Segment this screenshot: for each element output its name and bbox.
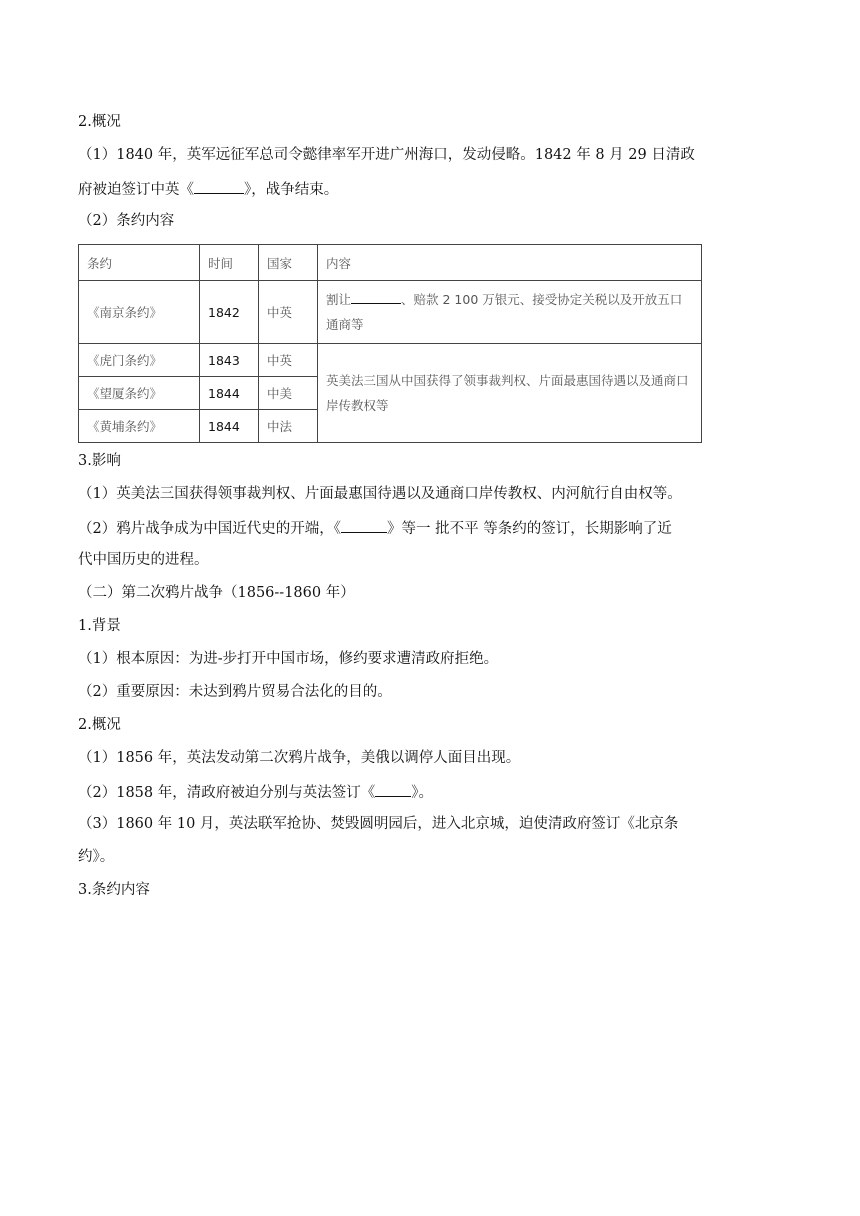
treaty-year: 1842 <box>200 281 259 344</box>
paragraph: （2）重要原因：未达到鸦片贸易合法化的目的。 <box>78 684 392 700</box>
paragraph: （3）1860 年 10 月，英法联军抢协、焚毁圆明园后，进入北京城，迫使清政府签订《北京条 <box>78 816 679 832</box>
paragraph: （1）1856 年，英法发动第二次鸦片战争，美俄以调停人面目出现。 <box>78 750 521 766</box>
section-heading: 1.背景 <box>78 618 121 634</box>
treaty-year: 1844 <box>200 410 259 443</box>
treaty-name: 《虎门条约》 <box>79 344 200 377</box>
table-row <box>79 344 702 377</box>
paragraph: 代中国历史的进程。 <box>78 552 209 568</box>
treaty-content: 割让 、赔款 2 100 万银元、接受协定关税以及开放五口通商等 <box>318 281 702 344</box>
treaty-year: 1843 <box>200 344 259 377</box>
treaty-country: 中英 <box>259 344 318 377</box>
section-heading: （二）第二次鸦片战争（1856--1860 年） <box>78 585 355 601</box>
treaty-name: 《望厦条约》 <box>79 377 200 410</box>
fill-blank[interactable] <box>341 517 387 533</box>
treaty-country: 中法 <box>259 410 318 443</box>
paragraph: （2）条约内容 <box>78 213 175 229</box>
paragraph: 府被迫签订中英《 》，战争结束。 <box>78 178 788 198</box>
section-heading: 2.概况 <box>78 717 121 733</box>
treaty-table <box>78 244 702 443</box>
table-row <box>79 281 702 344</box>
table-header: 内容 <box>318 245 702 281</box>
paragraph: （1）英美法三国获得领事裁判权、片面最惠国待遇以及通商口岸传教权、内河航行自由权等。 <box>78 486 682 502</box>
paragraph: （1）根本原因：为进-步打开中国市场，修约要求遭清政府拒绝。 <box>78 651 499 667</box>
section-heading: 3.影响 <box>78 453 121 469</box>
table-header: 国家 <box>259 245 318 281</box>
fill-blank[interactable] <box>351 291 401 304</box>
fill-blank[interactable] <box>194 178 244 194</box>
section-heading: 2.概况 <box>78 114 121 130</box>
paragraph: （2）1858 年，清政府被迫分别与英法签订《 》。 <box>78 781 788 801</box>
treaty-country: 中英 <box>259 281 318 344</box>
table-header-row <box>79 245 702 281</box>
paragraph: 约》。 <box>78 849 115 865</box>
treaty-year: 1844 <box>200 377 259 410</box>
paragraph: （1）1840 年，英军远征军总司令懿律率军开进广州海口，发动侵略。1842 年 8 月 29 日清政 <box>78 147 695 163</box>
paragraph: （2）鸦片战争成为中国近代史的开端，《 》等一 批不平 等条约的签订，长期影响了近 <box>78 517 788 537</box>
document-body <box>78 112 788 913</box>
table-header: 时间 <box>200 245 259 281</box>
treaty-name: 《南京条约》 <box>79 281 200 344</box>
treaty-content-merged: 英美法三国从中国获得了领事裁判权、片面最惠国待遇以及通商口岸传教权等 <box>318 344 702 443</box>
section-heading: 3.条约内容 <box>78 882 150 898</box>
treaty-name: 《黄埔条约》 <box>79 410 200 443</box>
table-header: 条约 <box>79 245 200 281</box>
treaty-country: 中美 <box>259 377 318 410</box>
fill-blank[interactable] <box>375 781 411 797</box>
